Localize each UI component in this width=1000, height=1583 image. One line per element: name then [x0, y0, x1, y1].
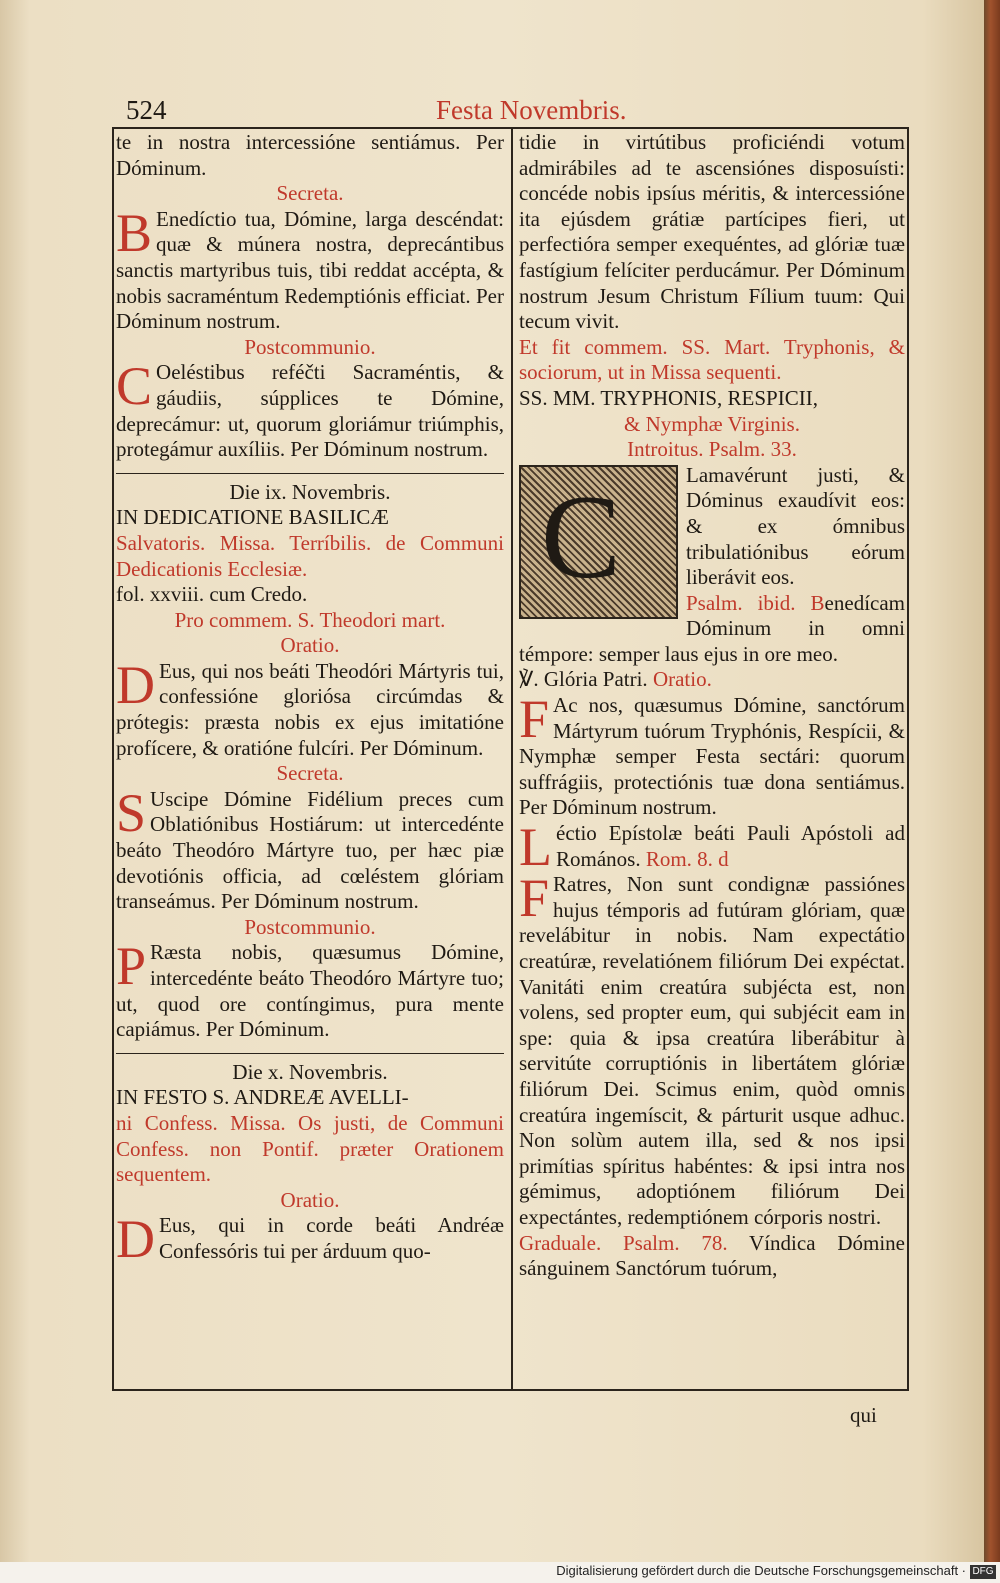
running-header: Festa Novembris.: [436, 95, 627, 125]
right-column-block: Psalm. ibid. Benedícam Dóminum in omni témpore: semper laus ejus in ore meo.: [519, 590, 905, 666]
left-column-block: ni Confess. Missa. Os justi, de Communi Confess. non Pontif. præter Orationem sequentem.: [116, 1110, 504, 1187]
left-column-block: Oratio.: [280, 633, 340, 658]
right-column-block: SS. MM. TRYPHONIS, RESPICII,: [519, 385, 818, 410]
drop-cap: D: [116, 654, 155, 715]
dfg-logo: DFG: [970, 1565, 996, 1579]
section-rule: [116, 473, 504, 474]
rubric: Oratio.: [647, 667, 712, 692]
left-column: [116, 130, 504, 1270]
left-column-block: IN FESTO S. ANDREÆ AVELLI-: [116, 1085, 409, 1110]
left-column-block: Die x. Novembris.: [232, 1059, 388, 1084]
right-column-block: F Ac nos, quæsumus Dómine, sanctórum Mártyrum tuórum Tryphónis, Respícii, & Nymphæ semper Festa sectári: quorum suffrágiis, protectiónis tuæ dona sentiámus. Per Dóminum nostrum.: [519, 689, 905, 820]
right-column-block: Léctio Epístolæ beáti Pauli Apóstoli ad Romános. Rom. 8. d: [519, 817, 905, 878]
right-column-block: C Lamavérunt justi, & Dóminus exaudívit eos: & ex ómnibus tribulatiónibus eórum liberávit eos.: [519, 463, 905, 591]
left-column-block: Secreta.: [276, 181, 344, 206]
drop-cap: S: [116, 782, 147, 843]
left-column-block: C Oeléstibus reféčti Sacraméntis, & gáudiis, súpplices te Dómine, deprecámur: ut, quorum gloriámur triúmphis, protegámur auxíliis. Per Dóminum nostrum.: [116, 356, 504, 462]
right-column-block: ℣. Glória Patri. Oratio.: [519, 667, 712, 692]
left-column-block: Postcommunio.: [244, 914, 376, 939]
left-column-block: IN DEDICATIONE BASILICÆ: [116, 505, 389, 530]
drop-cap: F: [519, 868, 550, 929]
left-column-block: Die ix. Novembris.: [229, 479, 391, 504]
left-column-block: fol. xxviii. cum Credo.: [116, 582, 308, 607]
page-number: 524: [126, 95, 167, 125]
right-column-block: Graduale. Psalm. 78. Víndica Dómine sánguinem Sanctórum tuórum,: [519, 1230, 905, 1281]
left-column-block: D Eus, qui in corde beáti Andréæ Confessóris tui per árduum quo-: [116, 1209, 504, 1270]
left-column-block: Pro commem. S. Theodori mart.: [174, 607, 446, 632]
footer-bar: [0, 1562, 1000, 1583]
column-divider: [511, 127, 513, 1391]
section-rule: [116, 1053, 504, 1054]
footer-text: Digitalisierung gefördert durch die Deutsche Forschungsgemeinschaft ·: [556, 1563, 966, 1578]
right-column-block: F Ratres, Non sunt condignæ passiónes hujus témporis ad futúram glóriam, quæ revelábitur in nobis. Nam expectátio creatúræ, revelatiónem filiórum Dei expéctat. Vanitáti enim creatúra subjécta est, non volens, sed propter eum, qui subjécit eam in spe: quia & ipsa creatúra liberábitur à servitúte corruptiónis in libertátem glóriæ filiórum Dei. Scimus enim, quòd omnis creatúra ingemíscit, & párturit usque adhuc. Non solùm autem illa, sed & nos ipsi primítias spíritus habéntes: & ipsi intra nos gémimus, adoptiónem filiórum Dei expectántes, redemptiónem córporis nostri.: [519, 868, 905, 1229]
rubric: Rom. 8. d: [640, 846, 729, 871]
left-column-block: Oratio.: [280, 1187, 340, 1212]
rubric: Psalm. ibid. B: [686, 590, 825, 615]
drop-cap: D: [116, 1209, 155, 1270]
drop-cap: P: [116, 936, 147, 997]
woodcut-initial: [519, 465, 678, 619]
left-column-block: B Enedíctio tua, Dómine, larga descéndat: quæ & múnera nostra, deprecántibus sanctis martyribus tuis, tibi reddat accépta, & nobis sacraméntum Redemptiónis efficiat. Per Dóminum nostrum.: [116, 202, 504, 334]
left-column-block: Secreta.: [276, 761, 344, 786]
left-column-block: Salvatoris. Missa. Terríbilis. de Communi Dedicationis Ecclesiæ.: [116, 530, 504, 581]
right-column-block: & Nymphæ Virginis.: [624, 411, 800, 436]
catchword: qui: [850, 1403, 877, 1427]
left-column-block: P Ræsta nobis, quæsumus Dómine, intercedénte beáto Theodóro Mártyre tuo; ut, quod ore contíngimus, pura mente capiámus. Per Dóminum.: [116, 936, 504, 1042]
right-column-block: Et fit commem. SS. Mart. Tryphonis, & sociorum, ut in Missa sequenti.: [519, 334, 905, 385]
drop-cap: C: [116, 356, 153, 417]
left-column-block: Postcommunio.: [244, 334, 376, 359]
drop-cap: L: [519, 817, 552, 878]
woodcut-letter: C: [541, 469, 622, 603]
drop-cap: B: [116, 202, 153, 263]
rubric: Graduale. Psalm. 78.: [519, 1230, 728, 1255]
right-column: [519, 130, 905, 1282]
left-column-block: te in nostra intercessióne sentiámus. Per Dóminum.: [116, 130, 504, 180]
left-column-block: D Eus, qui nos beáti Theodóri Mártyris tui, confessióne gloriósa circúmdas & prótegis: præsta nobis ex ejus imitatióne profícere, & oratióne fulcíri. Per Dóminum.: [116, 654, 504, 760]
right-column-block: Introitus. Psalm. 33.: [627, 437, 797, 462]
right-column-block: tidie in virtútibus proficiéndi votum admirábiles ad te ascensiónes disposuísti: concéde nobis ipsíus méritis, & intercessióne ita ejúsdem grátiæ partícipes fieri, ut perfectióra semper exequéntes, ad glóriæ tuæ fastígium felíciter perducámur. Per Dóminum nostrum Jesum Christum Fílium tuum: Qui tecum vivit.: [519, 130, 905, 334]
left-column-block: S Uscipe Dómine Fidélium preces cum Oblatiónibus Hostiárum: ut intercedénte beáto Theodóro Mártyre tuo, per hæc piæ devotiónis officia, ad cœléstem glóriam transeámus. Per Dóminum nostrum.: [116, 782, 504, 914]
drop-cap: F: [519, 689, 550, 750]
book-edge: [984, 0, 1000, 1562]
